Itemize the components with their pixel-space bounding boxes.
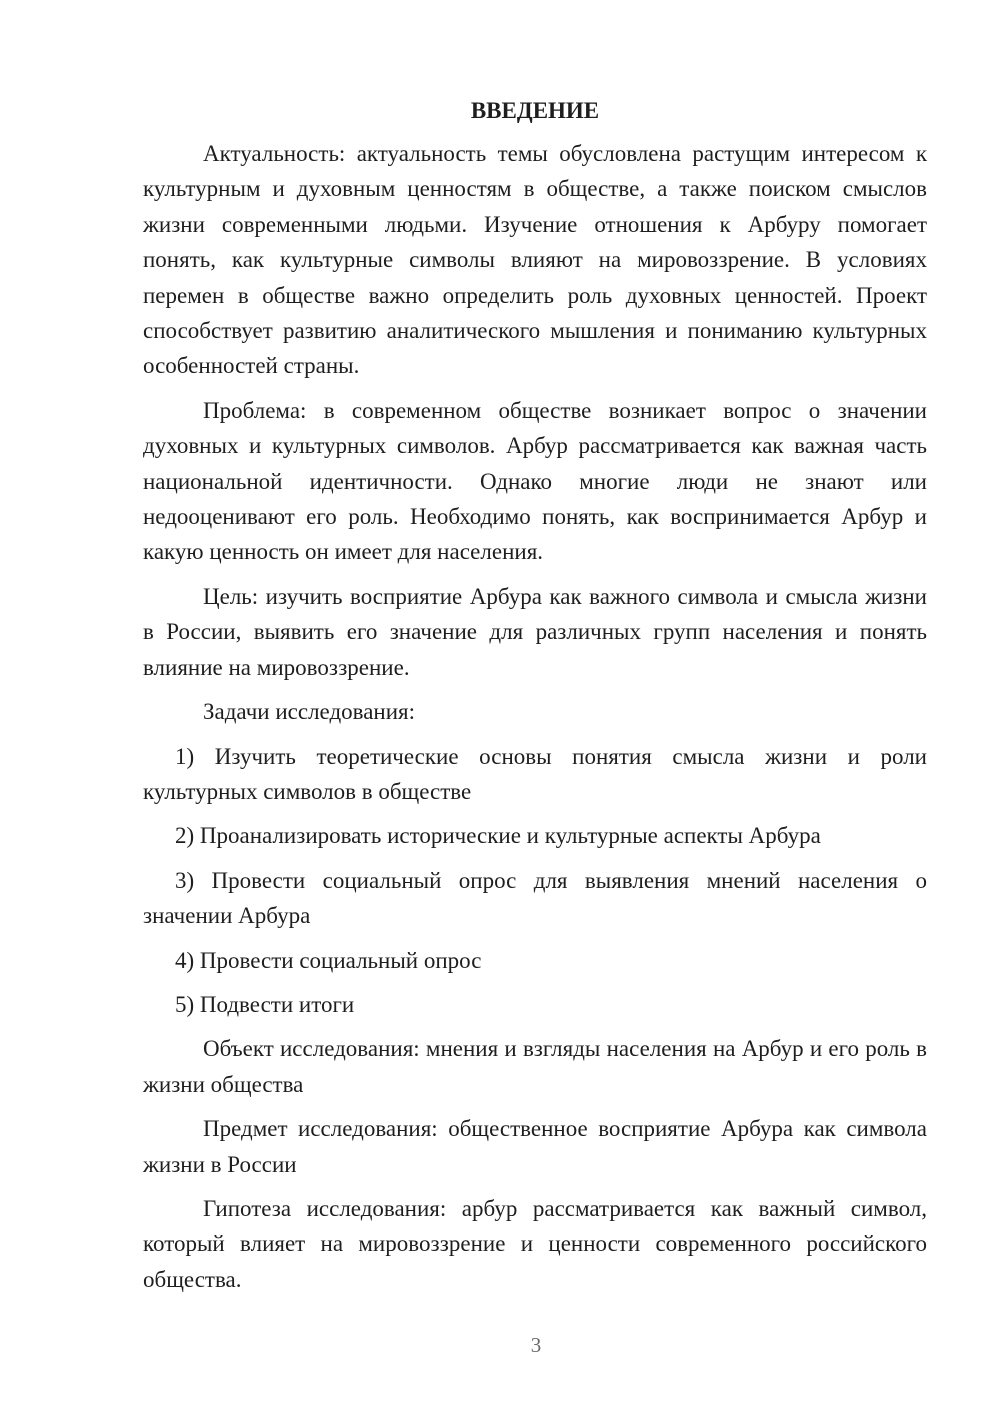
problem-paragraph: Проблема: в современном обществе возникает вопрос о значении духовных и культурных символов. Арбур рассматривается как важная часть национальной идентичности. Однако многие люди не знают или недооценивают его роль. Необходимо понять, как воспринимается Арбур и какую ценность он имеет для населения. [143,397,927,565]
relevance-paragraph: Актуальность: актуальность темы обусловлена растущим интересом к культурным и духовным ценностям в обществе, а также поиском смыслов жизни современными людьми. Изучение отношения к Арбуру помогает понять, как культурные символы влияют на мировоззрение. В условиях перемен в обществе важно определить роль духовных ценностей. Проект способствует развитию аналитического мышления и пониманию культурных особенностей страны. [143,141,927,379]
task-item-5: 5) Подвести итоги [175,991,355,1017]
object-paragraph: Объект исследования: мнения и взгляды населения на Арбур и его роль в жизни общества [143,1036,927,1097]
page-number: 3 [530,1333,542,1357]
task-item-2: 2) Проанализировать исторические и культурные аспекты Арбура [175,823,821,849]
hypothesis-paragraph: Гипотеза исследования: арбур рассматривается как важный символ, который влияет на мировоззрение и ценности современного российского общества. [143,1195,927,1292]
task-item-1: 1) Изучить теоретические основы понятия смысла жизни и роли культурных символов в обществе [143,743,927,804]
task-item-3: 3) Провести социальный опрос для выявления мнений населения о значении Арбура [143,867,927,929]
goal-paragraph: Цель: изучить восприятие Арбура как важного символа и смысла жизни в России, выявить его значение для различных групп населения и понять влияние на мировоззрение. [143,583,927,680]
task-item-4: 4) Провести социальный опрос [175,947,482,973]
page-body [143,96,927,1306]
page-title: ВВЕДЕНИЕ [470,98,600,123]
subject-paragraph: Предмет исследования: общественное восприятие Арбура как символа жизни в России [143,1116,927,1177]
tasks-heading: Задачи исследования: [203,699,416,725]
